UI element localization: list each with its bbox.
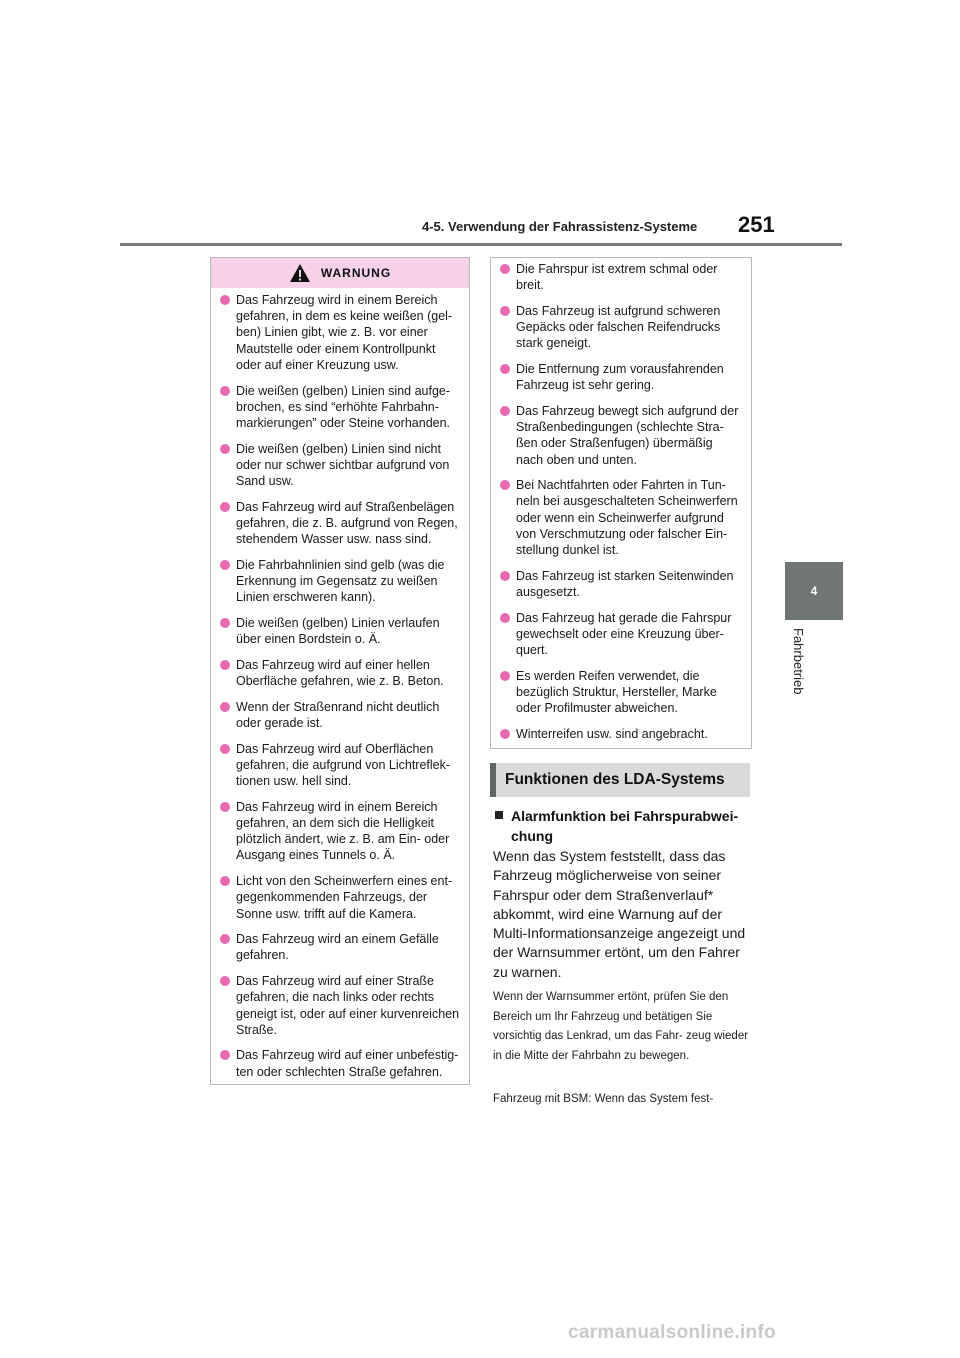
list-item: Wenn der Straßenrand nicht deutlich oder gerade ist. (217, 699, 461, 731)
subheading-line: chung (511, 828, 553, 844)
note-paragraph: Fahrzeug mit BSM: Wenn das System fest- (493, 1093, 714, 1105)
bullet-icon (220, 934, 230, 944)
bullet-icon (500, 613, 510, 623)
list-item: Bei Nachtfahrten oder Fahrten in Tun- neln bei ausgeschalteten Scheinwerfern oder wenn ein Scheinwerfer aufgrund von Verschmutzung oder falscher Ein- stellung dunkel ist. (497, 477, 743, 558)
bullet-icon (220, 618, 230, 628)
list-item: Winterreifen usw. sind angebracht. (497, 726, 743, 742)
bullet-icon (500, 571, 510, 581)
page-number: 251 (738, 212, 775, 237)
bullet-icon (500, 671, 510, 681)
list-item: Die Fahrbahnlinien sind gelb (was die Erkennung im Gegensatz zu weißen Linien erschweren kann). (217, 557, 461, 606)
list-item: Es werden Reifen verwendet, die bezüglich Struktur, Hersteller, Marke oder Profilmuster abweichen. (497, 668, 743, 717)
body-paragraph: Wenn das System feststellt, dass das Fahrzeug möglicherweise von seiner Fahrspur oder dem Straßenverlauf* abkommt, wird eine Warnung auf der Multi-Informationsanzeige angezeigt und der Warnsummer ertönt, um den Fahrer zu warnen. (493, 848, 746, 980)
list-item: Die Entfernung zum vorausfahrenden Fahrzeug ist sehr gering. (497, 361, 743, 393)
list-item: Das Fahrzeug ist starken Seitenwinden ausgesetzt. (497, 568, 743, 600)
subheading (495, 806, 753, 846)
list-item: Das Fahrzeug wird auf Straßenbelägen gefahren, die z. B. aufgrund von Regen, stehendem Wasser usw. nass sind. (217, 499, 461, 548)
list-item: Die Fahrspur ist extrem schmal oder breit. (497, 261, 743, 293)
bullet-icon (220, 660, 230, 670)
warning-continued-box (490, 257, 752, 749)
chapter-number: 4 (810, 584, 818, 598)
bullet-icon (500, 480, 510, 490)
bullet-icon (220, 744, 230, 754)
warning-title: WARNUNG (320, 266, 392, 280)
warning-continued-list (491, 258, 751, 742)
list-item: Die weißen (gelben) Linien verlaufen über einen Bordstein o. Ä. (217, 615, 461, 647)
list-item: Das Fahrzeug wird auf einer unbefestig- ten oder schlechten Straße gefahren. (217, 1047, 461, 1079)
list-item: Das Fahrzeug ist aufgrund schweren Gepäcks oder falschen Reifendrucks stark geneigt. (497, 303, 743, 352)
header-divider (120, 243, 842, 246)
list-item: Das Fahrzeug wird auf einer Straße gefahren, die nach links oder rechts geneigt ist, oder auf einer kurvenreichen Straße. (217, 973, 461, 1038)
list-item: Das Fahrzeug wird auf Oberflächen gefahren, die aufgrund von Lichtreflek- tionen usw. hell sind. (217, 741, 461, 790)
bullet-icon (220, 444, 230, 454)
bullet-icon (220, 386, 230, 396)
bullet-icon (500, 406, 510, 416)
bullet-icon (220, 876, 230, 886)
bullet-icon (220, 295, 230, 305)
bullet-icon (500, 264, 510, 274)
bullet-icon (220, 702, 230, 712)
bullet-icon (220, 1050, 230, 1060)
bullet-icon (500, 364, 510, 374)
chapter-tab (785, 562, 843, 620)
warning-box (210, 257, 470, 1085)
list-item: Die weißen (gelben) Linien sind aufge- brochen, es sind “erhöhte Fahrbahn- markierungen” oder Steine vorhanden. (217, 383, 461, 432)
square-bullet-icon (495, 811, 503, 819)
list-item: Das Fahrzeug wird in einem Bereich gefahren, an dem sich die Helligkeit plötzlich ändert, wie z. B. am Ein- oder Ausgang eines Tunnels o. Ä. (217, 799, 461, 864)
list-item: Das Fahrzeug wird in einem Bereich gefahren, in dem es keine weißen (gel- ben) Linien gibt, wie z. B. vor einer Mautstelle oder einem Kontrollpunkt oder auf einer Kreuzung usw. (217, 292, 461, 373)
list-item: Licht von den Scheinwerfern eines ent- gegenkommenden Fahrzeugs, der Sonne usw. trifft auf die Kamera. (217, 873, 461, 922)
list-item: Das Fahrzeug bewegt sich aufgrund der Straßenbedingungen (schlechte Stra- ßen oder Straßenfugen) übermäßig nach oben und unten. (497, 403, 743, 468)
bullet-icon (220, 976, 230, 986)
list-item: Das Fahrzeug wird auf einer hellen Oberfläche gefahren, wie z. B. Beton. (217, 657, 461, 689)
section-header-title: 4-5. Verwendung der Fahrassistenz-Systeme (422, 219, 698, 234)
warning-list (211, 288, 469, 1080)
note-paragraph: Wenn der Warnsummer ertönt, prüfen Sie den Bereich um Ihr Fahrzeug und betätigen Sie vorsichtig das Lenkrad, um das Fahr- zeug wieder in die Mitte der Fahrbahn zu bewegen. (493, 991, 749, 1063)
chapter-label: Fahrbetrieb (791, 628, 806, 695)
bullet-icon (500, 306, 510, 316)
list-item: Die weißen (gelben) Linien sind nicht oder nur schwer sichtbar aufgrund von Sand usw. (217, 441, 461, 490)
subheading-line: Alarmfunktion bei Fahrspurabwei- (495, 806, 753, 826)
bullet-icon (220, 502, 230, 512)
warning-header (211, 258, 469, 288)
bullet-icon (220, 802, 230, 812)
list-item: Das Fahrzeug wird an einem Gefälle gefahren. (217, 931, 461, 963)
warning-triangle-icon (289, 263, 311, 283)
bullet-icon (220, 560, 230, 570)
list-item: Das Fahrzeug hat gerade die Fahrspur gewechselt oder eine Kreuzung über- quert. (497, 610, 743, 659)
bullet-icon (500, 729, 510, 739)
watermark: carmanualsonline.info (568, 1322, 776, 1343)
section-heading: Funktionen des LDA-Systems (490, 763, 750, 797)
